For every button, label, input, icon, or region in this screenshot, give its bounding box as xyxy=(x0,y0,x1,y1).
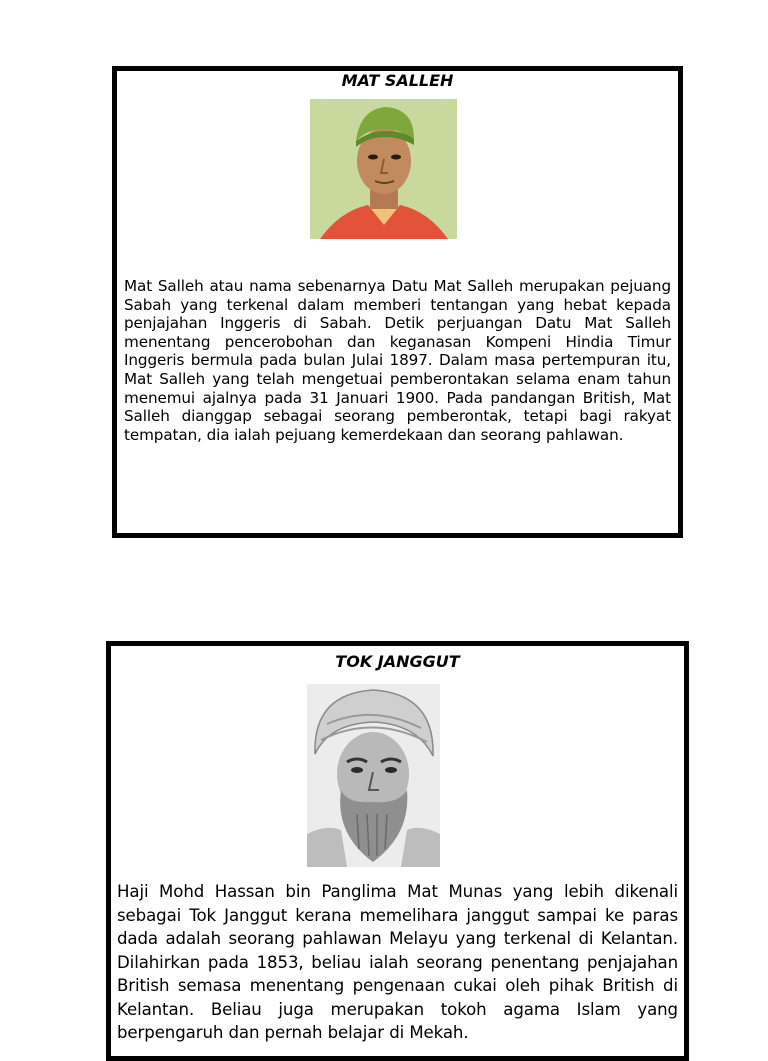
portrait-image xyxy=(307,684,440,867)
hero-card-tok-janggut xyxy=(106,641,689,1061)
biography-text: Haji Mohd Hassan bin Panglima Mat Munas yang lebih dikenali sebagai Tok Janggut kerana memelihara janggut sampai ke paras dada adalah seorang pahlawan Melayu yang terkenal di Kelantan. Dilahirkan pada 1853, beliau ialah seorang penentang penjajahan British semasa menentang pengenaan cukai oleh pihak British di Kelantan. Beliau juga merupakan tokoh agama Islam yang berpengaruh dan pernah belajar di Mekah. xyxy=(117,882,678,1042)
card-title: MAT SALLEH xyxy=(341,71,454,90)
card-title: TOK JANGGUT xyxy=(335,652,460,671)
portrait-image xyxy=(310,99,457,239)
biography-text: Mat Salleh atau nama sebenarnya Datu Mat Salleh merupakan pejuang Sabah yang terkenal dalam memberi tentangan yang hebat kepada penjajahan Inggeris di Sabah. Detik perjuangan Datu Mat Salleh menentang pencerobohan dan keganasan Kompeni Hindia Timur Inggeris bermula pada bulan Julai 1897. Dalam masa pertempuran itu, Mat Salleh yang telah mengetuai pemberontakan selama enam tahun menemui ajalnya pada 31 Januari 1900. Pada pandangan British, Mat Salleh dianggap sebagai seorang pemberontak, tetapi bagi rakyat tempatan, dia ialah pejuang kemerdekaan dan seorang pahlawan. xyxy=(124,277,671,444)
hero-card-mat-salleh xyxy=(112,66,683,538)
portrait-illustration xyxy=(307,684,440,867)
portrait-illustration xyxy=(310,99,457,239)
